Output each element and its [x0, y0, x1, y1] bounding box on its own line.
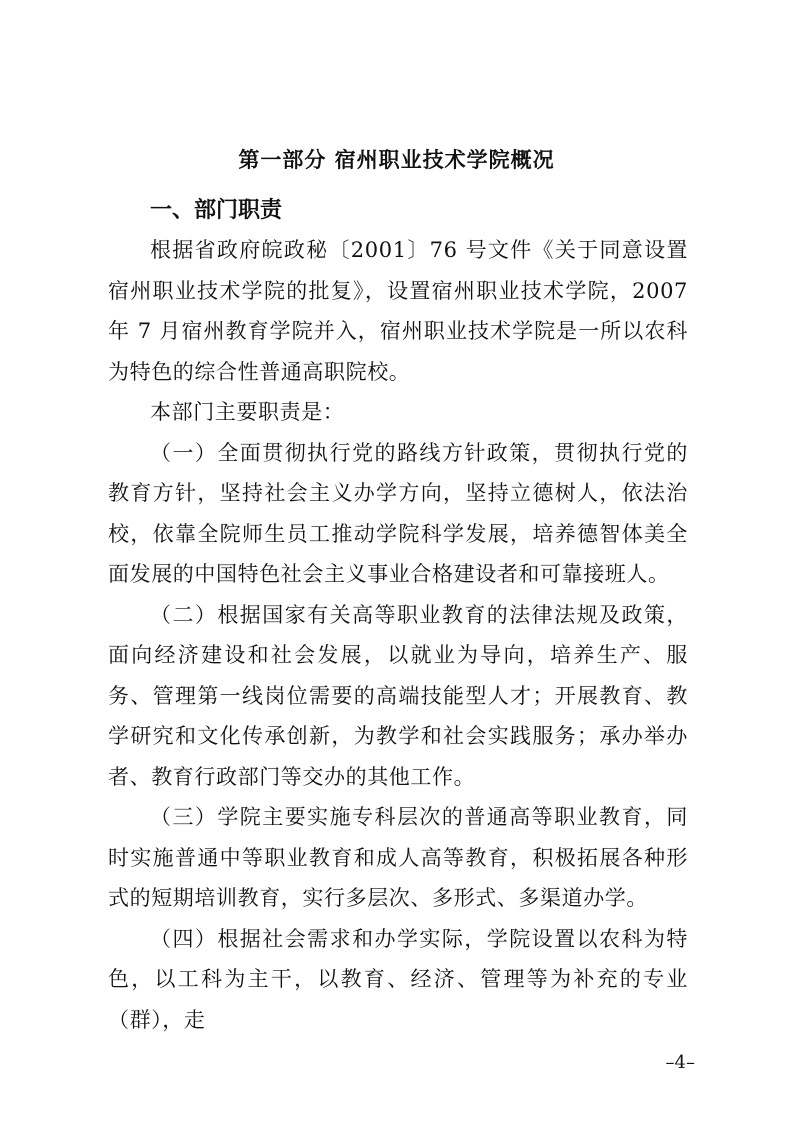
page-number: –4– [665, 1052, 695, 1073]
part-title: 第一部分 宿州职业技术学院概况 [238, 148, 555, 172]
paragraph-duty-3: （三）学院主要实施专科层次的普通高等职业教育，同时实施普通中等职业教育和成人高等教育，积极拓展各种形式的短期培训教育，实行多层次、多形式、多渠道办学。 [108, 805, 688, 910]
paragraph-duty-2: （二）根据国家有关高等职业教育的法律法规及政策，面向经济建设和社会发展，以就业为导向，培养生产、服务、管理第一线岗位需要的高端技能型人才；开展教育、教学研究和文化传承创新，为教学和社会实践服务；承办举办者、教育行政部门等交办的其他工作。 [108, 602, 688, 789]
paragraph-intro: 根据省政府皖政秘〔2001〕76 号文件《关于同意设置宿州职业技术学院的批复》，设置宿州职业技术学院，2007 年 7 月宿州教育学院并入，宿州职业技术学院是一所以农科为特色的综合性普通高职院校。 [108, 238, 688, 384]
body-text [108, 230, 688, 1040]
paragraph-duty-4: （四）根据社会需求和办学实际，学院设置以农科为特色，以工科为主干，以教育、经济、管理等为补充的专业（群），走 [108, 926, 688, 1032]
paragraph-duty-1: （一）全面贯彻执行党的路线方针政策，贯彻执行党的教育方针，坚持社会主义办学方向，坚持立德树人，依法治校，依靠全院师生员工推动学院科学发展，培养德智体美全面发展的中国特色社会主义事业合格建设者和可靠接班人。 [108, 440, 688, 586]
section-heading: 一、部门职责 [150, 198, 283, 223]
paragraph-duties-lead: 本部门主要职责是： [150, 400, 345, 424]
